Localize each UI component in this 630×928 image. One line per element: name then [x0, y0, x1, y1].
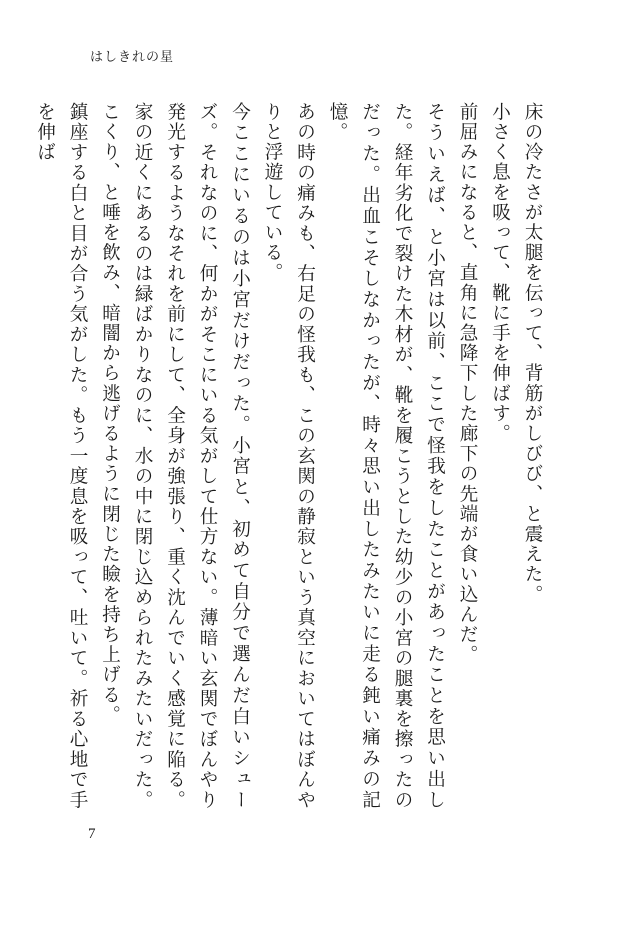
paragraph: 前屈みになると、直角に急降下した廊下の先端が食い込んだ。: [457, 102, 478, 665]
paragraph: 鎮座する白と目が合う気がした。もう一度息を吸って、吐いて。祈る心地で手を伸ば: [34, 102, 88, 810]
vertical-body-text: [34, 102, 548, 810]
paragraph: あの時の痛みも、右足の怪我も、この玄関の静寂という真空においてはぼんやりと浮遊している。: [262, 102, 316, 810]
running-head: はしきれの星: [90, 50, 175, 65]
page-number: 7: [88, 826, 96, 842]
paragraph: 今ここにいるのは小宮だけだった。小宮と、初めて自分で選んだ白いシューズ。それなのに、何かがそこにいる気がして仕方ない。薄暗い玄関でぼんやり発光するようなそれを前にして、全身が強張り、重く沈んでいく感覚に陥る。家の近くにあるのは緑ばかりなのに、水の中に閉じ込められたみたいだった。こくり、と唾を飲み、暗闇から逃げるように閉じた瞼を持ち上げる。: [99, 102, 251, 810]
paragraph: そういえば、と小宮は以前、ここで怪我をしたことがあったことを思い出した。経年劣化で裂けた木材が、靴を履こうとした幼少の小宮の腿裏を擦ったのだった。出血こそしなかったが、時々思い出したみたいに走る鈍い痛みの記憶。: [327, 102, 446, 810]
paragraph: 床の冷たさが太腿を伝って、背筋がしびび、と震えた。: [522, 102, 543, 605]
paragraph: 小さく息を吸って、靴に手を伸ばす。: [489, 102, 511, 444]
